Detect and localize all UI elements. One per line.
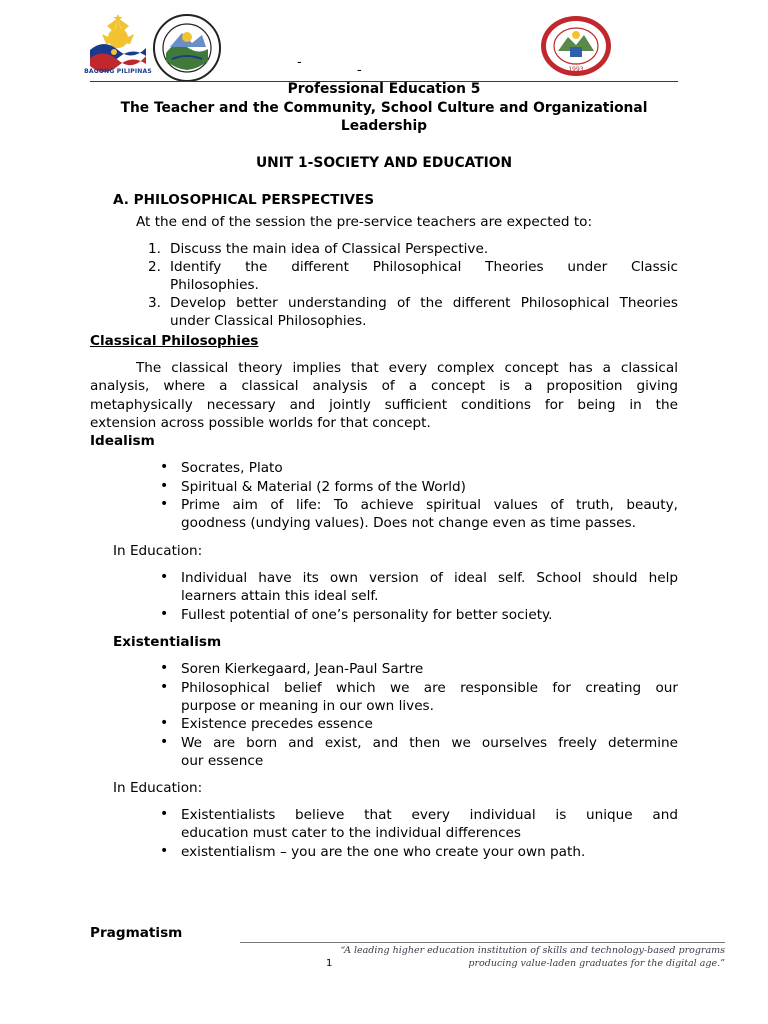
paragraph-line: metaphysically necessary and jointly sufficient conditions for being in the xyxy=(90,397,678,413)
header-dash: - xyxy=(297,55,302,70)
bullet-text: Socrates, Plato xyxy=(181,460,283,476)
bullet-icon: • xyxy=(160,496,169,512)
classical-heading: Classical Philosophies xyxy=(90,333,259,349)
bullet-text: We are born and exist, and then we ourselves freely determine xyxy=(181,735,678,751)
footer-quote-line1: “A leading higher education institution of skills and technology-based programs xyxy=(340,945,725,956)
objectives-list xyxy=(148,241,678,331)
bagong-pilipinas-text: BAGONG PILIPINAS xyxy=(84,68,152,75)
footer-quote xyxy=(320,944,725,970)
objective-text: Philosophies. xyxy=(170,277,259,293)
bullet-text: education must cater to the individual differences xyxy=(181,825,521,841)
paragraph-line: The classical theory implies that every complex concept has a classical xyxy=(136,360,678,376)
existentialism-heading: Existentialism xyxy=(113,634,222,650)
bullet-text: Philosophical belief which we are responsible for creating our xyxy=(181,680,678,696)
objective-text: Discuss the main idea of Classical Perspective. xyxy=(170,241,489,257)
svg-text:1993: 1993 xyxy=(568,66,584,73)
bullet-text: existentialism – you are the one who create your own path. xyxy=(181,844,586,860)
bullet-icon: • xyxy=(160,806,169,822)
bullet-text: Existentialists believe that every individual is unique and xyxy=(181,807,678,823)
bullet-text: purpose or meaning in our own lives. xyxy=(181,698,434,714)
bullet-icon: • xyxy=(160,606,169,622)
list-item xyxy=(148,241,678,259)
bullet-text: our essence xyxy=(181,753,264,769)
bullet-text: Existence precedes essence xyxy=(181,716,373,732)
list-number: 1. xyxy=(148,241,161,257)
course-title: Professional Education 5 xyxy=(287,81,481,97)
bullet-text: learners attain this ideal self. xyxy=(181,588,379,604)
bullet-icon: • xyxy=(160,679,169,695)
bullet-text: Prime aim of life: To achieve spiritual values of truth, beauty, xyxy=(181,497,678,513)
objective-text: Identify the different Philosophical Theories under Classic xyxy=(170,259,678,275)
bullet-icon: • xyxy=(160,459,169,475)
unit-heading: UNIT 1-SOCIETY AND EDUCATION xyxy=(255,155,513,171)
bullet-icon: • xyxy=(160,734,169,750)
pragmatism-heading: Pragmatism xyxy=(90,925,183,941)
bullet-icon: • xyxy=(160,843,169,859)
bullet-icon: • xyxy=(160,660,169,676)
course-subtitle-line2: Leadership xyxy=(340,118,428,134)
in-education-label: In Education: xyxy=(113,780,203,796)
community-college-seal xyxy=(540,15,612,77)
bullet-text: Fullest potential of one’s personality for better society. xyxy=(181,607,553,623)
header-dash: - xyxy=(357,63,362,78)
page-number: 1 xyxy=(326,958,333,969)
bullet-text: goodness (undying values). Does not change even as time passes. xyxy=(181,515,636,531)
bullet-icon: • xyxy=(160,715,169,731)
course-subtitle-line1: The Teacher and the Community, School Culture and Organizational xyxy=(120,100,648,116)
list-number: 3. xyxy=(148,295,161,311)
section-heading: A. PHILOSOPHICAL PERSPECTIVES xyxy=(113,192,375,208)
list-item xyxy=(148,295,678,331)
footer-quote-line2: producing value-laden graduates for the digital age.” xyxy=(468,958,725,969)
list-item xyxy=(148,259,678,295)
intro-text: At the end of the session the pre-service teachers are expected to: xyxy=(136,214,593,230)
bullet-icon: • xyxy=(160,478,169,494)
paragraph-line: extension across possible worlds for that concept. xyxy=(90,415,431,431)
in-education-label: In Education: xyxy=(113,543,203,559)
paragraph-line: analysis, where a classical analysis of a concept is a proposition giving xyxy=(90,378,678,394)
bullet-text: Spiritual & Material (2 forms of the World) xyxy=(181,479,466,495)
city-government-seal xyxy=(152,13,222,83)
list-number: 2. xyxy=(148,259,161,275)
objective-text: under Classical Philosophies. xyxy=(170,313,367,329)
footer-divider xyxy=(240,942,725,943)
objective-text: Develop better understanding of the different Philosophical Theories xyxy=(170,295,678,311)
idealism-heading: Idealism xyxy=(90,433,155,449)
bullet-text: Soren Kierkegaard, Jean-Paul Sartre xyxy=(181,661,424,677)
bullet-text: Individual have its own version of ideal self. School should help xyxy=(181,570,678,586)
bullet-icon: • xyxy=(160,569,169,585)
